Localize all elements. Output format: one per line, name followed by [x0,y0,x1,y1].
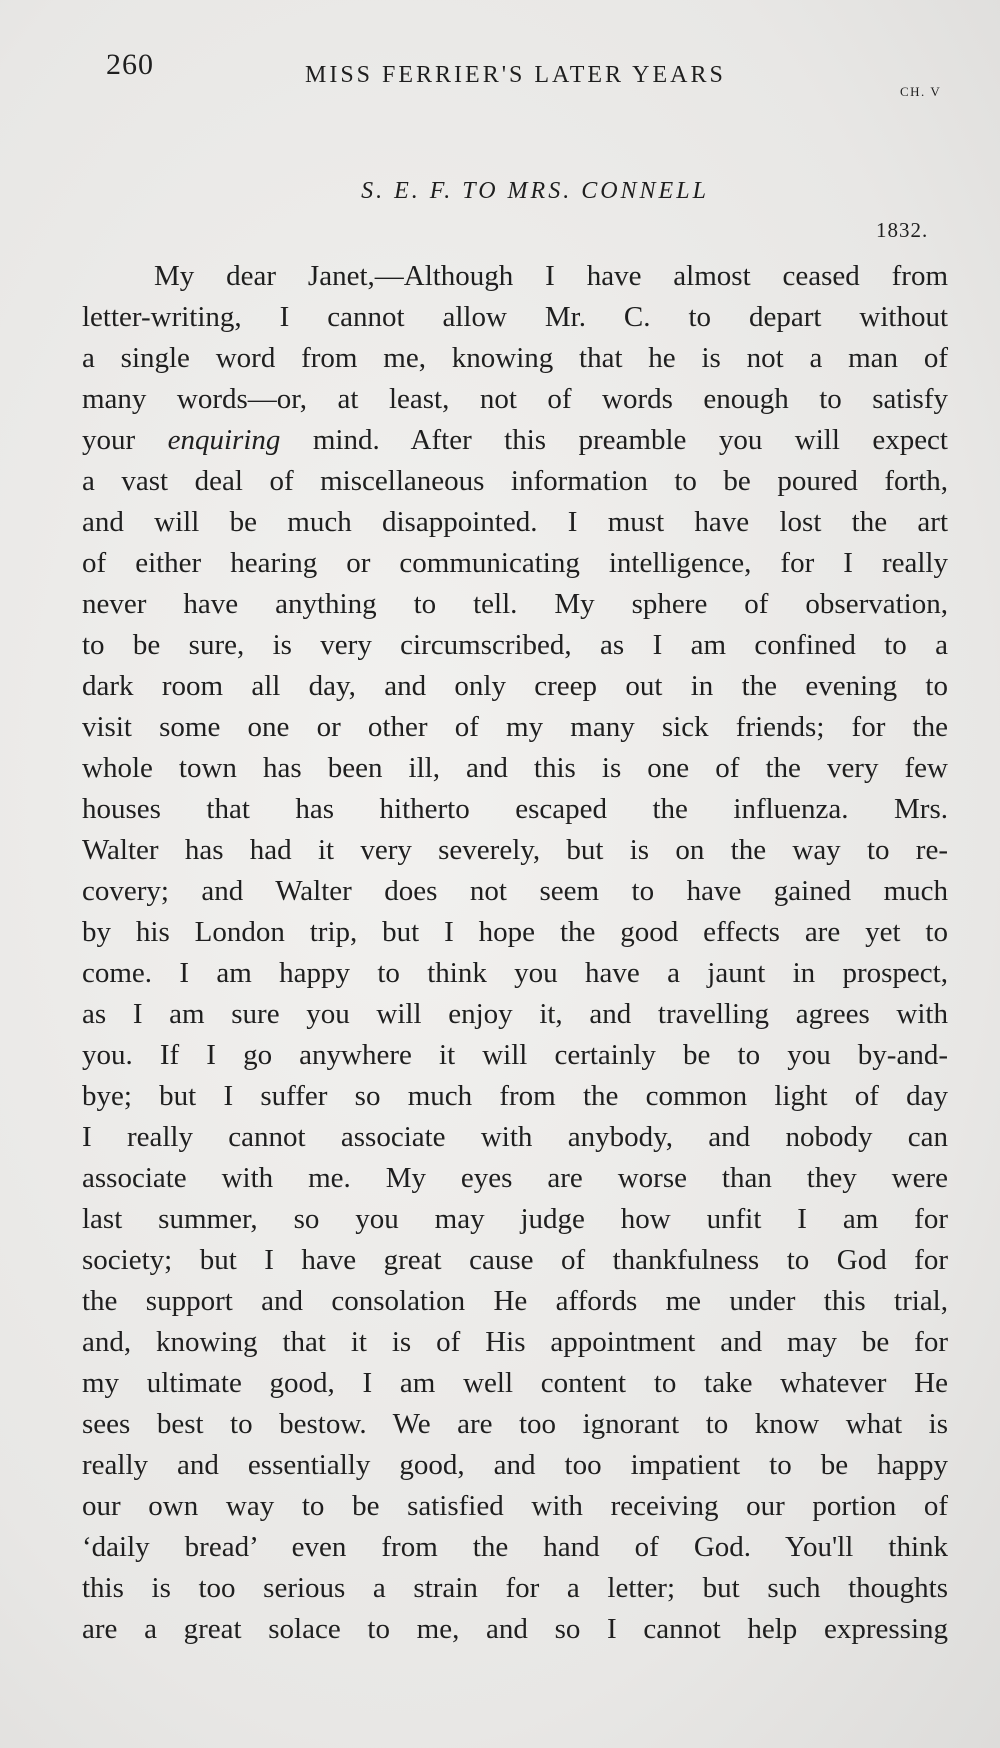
text-line: come. I am happy to think you have a jaunt in prospect, [82,957,948,989]
text-line: dark room all day, and only creep out in the evening to [82,670,948,702]
letter-heading: S. E. F. TO MRS. CONNELL [361,178,709,204]
text-line: letter-writing, I cannot allow Mr. C. to depart without [82,301,948,333]
letter-date: 1832. [876,218,929,242]
letter-body [82,256,948,1650]
text-line: covery; and Walter does not seem to have gained much [82,875,948,907]
text-line: a vast deal of miscellaneous information to be poured forth, [82,465,948,497]
text-line: and will be much disappointed. I must have lost the art [82,506,948,538]
text-line: whole town has been ill, and this is one of the very few [82,752,948,784]
text-line: as I am sure you will enjoy it, and travelling agrees with [82,998,948,1030]
page-number: 260 [106,48,154,81]
text-line: this is too serious a strain for a letter; but such thoughts [82,1572,948,1604]
text-line: houses that has hitherto escaped the influenza. Mrs. [82,793,948,825]
text-line: associate with me. My eyes are worse than they were [82,1162,948,1194]
text-line: my ultimate good, I am well content to take whatever He [82,1367,948,1399]
text-line: never have anything to tell. My sphere of observation, [82,588,948,620]
text-line: the support and consolation He affords me under this trial, [82,1285,948,1317]
text-line: and, knowing that it is of His appointment and may be for [82,1326,948,1358]
text-line: society; but I have great cause of thankfulness to God for [82,1244,948,1276]
running-head [0,48,1000,98]
text-line: our own way to be satisfied with receiving our portion of [82,1490,948,1522]
text-line: to be sure, is very circumscribed, as I am confined to a [82,629,948,661]
text-line: of either hearing or communicating intelligence, for I really [82,547,948,579]
text-line: you. If I go anywhere it will certainly be to you by-and- [82,1039,948,1071]
text-line: bye; but I suffer so much from the common light of day [82,1080,948,1112]
text-line: really and essentially good, and too impatient to be happy [82,1449,948,1481]
emphasized-word: enquiring [167,424,281,456]
text-line: ‘daily bread’ even from the hand of God. You'll think [82,1531,948,1563]
text-line: sees best to bestow. We are too ignorant to know what is [82,1408,948,1440]
text-line: My dear Janet,—Although I have almost ceased from [154,260,948,292]
text-line: your enquiring mind. After this preamble you will expect [82,424,948,456]
text-line: I really cannot associate with anybody, and nobody can [82,1121,948,1153]
running-title: MISS FERRIER'S LATER YEARS [305,62,726,88]
text-line: Walter has had it very severely, but is on the way to re- [82,834,948,866]
chapter-reference: CH. V [900,84,942,99]
text-line: last summer, so you may judge how unfit I am for [82,1203,948,1235]
text-line: a single word from me, knowing that he is not a man of [82,342,948,374]
text-line: are a great solace to me, and so I cannot help expressing [82,1613,948,1645]
text-line: visit some one or other of my many sick friends; for the [82,711,948,743]
text-line: many words—or, at least, not of words enough to satisfy [82,383,948,415]
text-line: by his London trip, but I hope the good effects are yet to [82,916,948,948]
